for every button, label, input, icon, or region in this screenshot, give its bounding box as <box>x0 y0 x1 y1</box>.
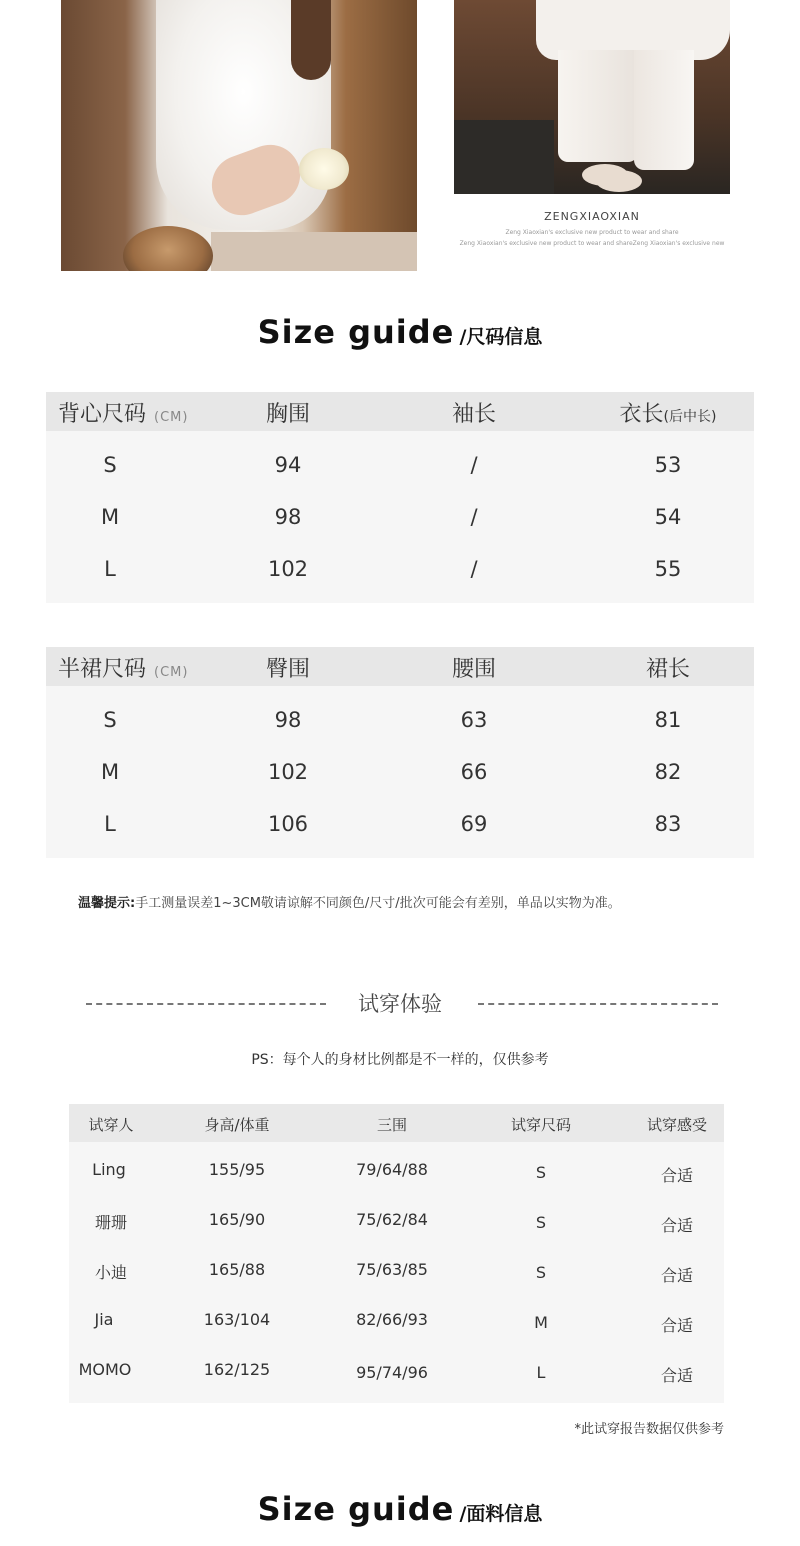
table-cell: 合适 <box>660 1316 694 1335</box>
skirt-header-size-label: 半裙尺码 <box>58 657 147 682</box>
floor-shape <box>454 120 554 194</box>
brand-name: ZENGXIAOXIAN <box>544 210 640 223</box>
divider-right <box>478 1003 718 1005</box>
brand-tagline-2: Zeng Xiaoxian's exclusive new product to wear and shareZeng Xiaoxian's exclusive new <box>459 240 725 247</box>
table-cell: 合适 <box>660 1216 694 1235</box>
table-cell: 79/64/88 <box>356 1160 428 1179</box>
vest-header-length <box>620 397 717 428</box>
table-cell: / <box>470 505 478 529</box>
tryon-footnote: *此试穿报告数据仅供参考 <box>574 1422 724 1437</box>
tryon-table-body <box>69 1142 724 1403</box>
table-cell: M <box>534 1313 548 1332</box>
tryon-header-person: 试穿人 <box>88 1116 134 1134</box>
table-row <box>46 748 754 800</box>
table-cell: 66 <box>460 760 488 784</box>
skirt-table-body <box>46 686 754 858</box>
table-cell: MOMO <box>78 1360 132 1379</box>
table-cell: 55 <box>654 557 682 581</box>
table-cell: 小迪 <box>94 1263 128 1282</box>
table-cell: 54 <box>654 505 682 529</box>
pants-left-shape <box>558 50 638 162</box>
vest-header-unit: (CM) <box>154 410 189 425</box>
vest-header-chest: 胸围 <box>265 402 311 427</box>
table-row <box>69 1192 724 1242</box>
table-cell: 165/90 <box>208 1210 266 1229</box>
table-cell: S <box>535 1263 547 1282</box>
table-cell: 102 <box>267 557 309 581</box>
coffee-cup-shape <box>123 226 213 271</box>
tryon-header-size: 试穿尺码 <box>510 1116 572 1134</box>
skirt-table-header <box>46 647 754 686</box>
tryon-table-header <box>69 1104 724 1142</box>
table-cell: / <box>470 557 478 581</box>
size-guide-title: Size guide <box>257 313 455 351</box>
table-cell: 珊珊 <box>94 1213 128 1232</box>
vest-table-body <box>46 431 754 603</box>
table-cell: S <box>103 453 117 477</box>
vest-header-length-note: (后中长) <box>663 409 717 425</box>
tip-text: 手工测量误差1~3CM敬请谅解不同颜色/尺寸/批次可能会有差别，单品以实物为准。 <box>135 896 621 911</box>
product-photo-left <box>61 0 417 271</box>
measurement-tip <box>78 892 621 911</box>
table-cell: S <box>535 1213 547 1232</box>
table-cell: 155/95 <box>208 1160 266 1179</box>
fabric-info-heading <box>0 1490 800 1528</box>
table-cell: 53 <box>654 453 682 477</box>
table-cell: 83 <box>654 812 682 836</box>
tryon-table <box>69 1104 724 1403</box>
table-cell: Jia <box>94 1310 114 1329</box>
table-row <box>69 1142 724 1192</box>
table-cell: 98 <box>274 708 302 732</box>
table-cell: S <box>103 708 117 732</box>
tryon-title: 试穿体验 <box>358 992 442 1016</box>
skirt-header-size <box>58 652 188 683</box>
table-row <box>46 696 754 748</box>
tip-label: 温馨提示: <box>78 896 136 911</box>
skirt-header-waist: 腰围 <box>451 657 497 682</box>
tryon-header-height-weight: 身高/体重 <box>204 1116 270 1134</box>
hair-shape <box>291 0 331 80</box>
skirt-size-table <box>46 647 754 858</box>
table-cell: M <box>100 760 120 784</box>
table-cell: 94 <box>274 453 302 477</box>
table-cell: 165/88 <box>208 1260 266 1279</box>
tryon-ps-note: PS：每个人的身材比例都是不一样的，仅供参考 <box>251 1052 549 1068</box>
vest-size-table <box>46 392 754 603</box>
product-photo-right <box>454 0 730 194</box>
table-row <box>69 1242 724 1292</box>
table-cell: 162/125 <box>203 1360 271 1379</box>
table-cell: / <box>470 453 478 477</box>
table-cell: L <box>536 1363 546 1382</box>
vest-header-length-label: 衣长 <box>619 402 664 427</box>
table-cell: 75/62/84 <box>356 1210 428 1229</box>
skirt-header-unit: (CM) <box>154 665 189 680</box>
pants-right-shape <box>634 50 694 170</box>
table-cell: 163/104 <box>203 1310 271 1329</box>
table-cell: 63 <box>460 708 488 732</box>
fabric-heading-title: Size guide <box>257 1490 455 1528</box>
table-cell: 合适 <box>660 1366 694 1385</box>
tryon-header-measurements: 三围 <box>376 1116 408 1134</box>
table-cell: S <box>535 1163 547 1182</box>
skirt-header-length: 裙长 <box>645 657 691 682</box>
fabric-heading-subtitle: /面料信息 <box>459 1503 543 1525</box>
table-row <box>46 441 754 493</box>
table-cell: 82 <box>654 760 682 784</box>
table-cell: 82/66/93 <box>356 1310 428 1329</box>
size-guide-subtitle: /尺码信息 <box>459 326 543 348</box>
table-cell: M <box>100 505 120 529</box>
table-row <box>69 1292 724 1342</box>
table-cell: 106 <box>267 812 309 836</box>
vest-header-sleeve: 袖长 <box>451 402 497 427</box>
table-cell: 75/63/85 <box>356 1260 428 1279</box>
skirt-header-hip: 臀围 <box>265 657 311 682</box>
tryon-header-feeling: 试穿感受 <box>646 1116 708 1134</box>
table-row <box>69 1342 724 1392</box>
table-cell: L <box>104 812 116 836</box>
table-cell: L <box>104 557 116 581</box>
brand-tagline-1: Zeng Xiaoxian's exclusive new product to wear and share <box>505 229 679 236</box>
vest-table-header <box>46 392 754 431</box>
table-cell: 98 <box>274 505 302 529</box>
vest-header-size <box>58 397 188 428</box>
table-row <box>46 800 754 852</box>
table-cell: 69 <box>460 812 488 836</box>
table-row <box>46 493 754 545</box>
table-cell: 合适 <box>660 1166 694 1185</box>
table-cell: Ling <box>92 1160 126 1179</box>
table-cell: 81 <box>654 708 682 732</box>
size-guide-heading <box>0 313 800 351</box>
table-cell: 95/74/96 <box>356 1363 428 1382</box>
scrunchie-shape <box>299 148 349 190</box>
shoe-right-shape <box>596 170 642 192</box>
table-cell: 合适 <box>660 1266 694 1285</box>
vest-header-size-label: 背心尺码 <box>58 402 147 427</box>
table-row <box>46 545 754 597</box>
table-cell: 102 <box>267 760 309 784</box>
table-shape <box>211 232 417 271</box>
